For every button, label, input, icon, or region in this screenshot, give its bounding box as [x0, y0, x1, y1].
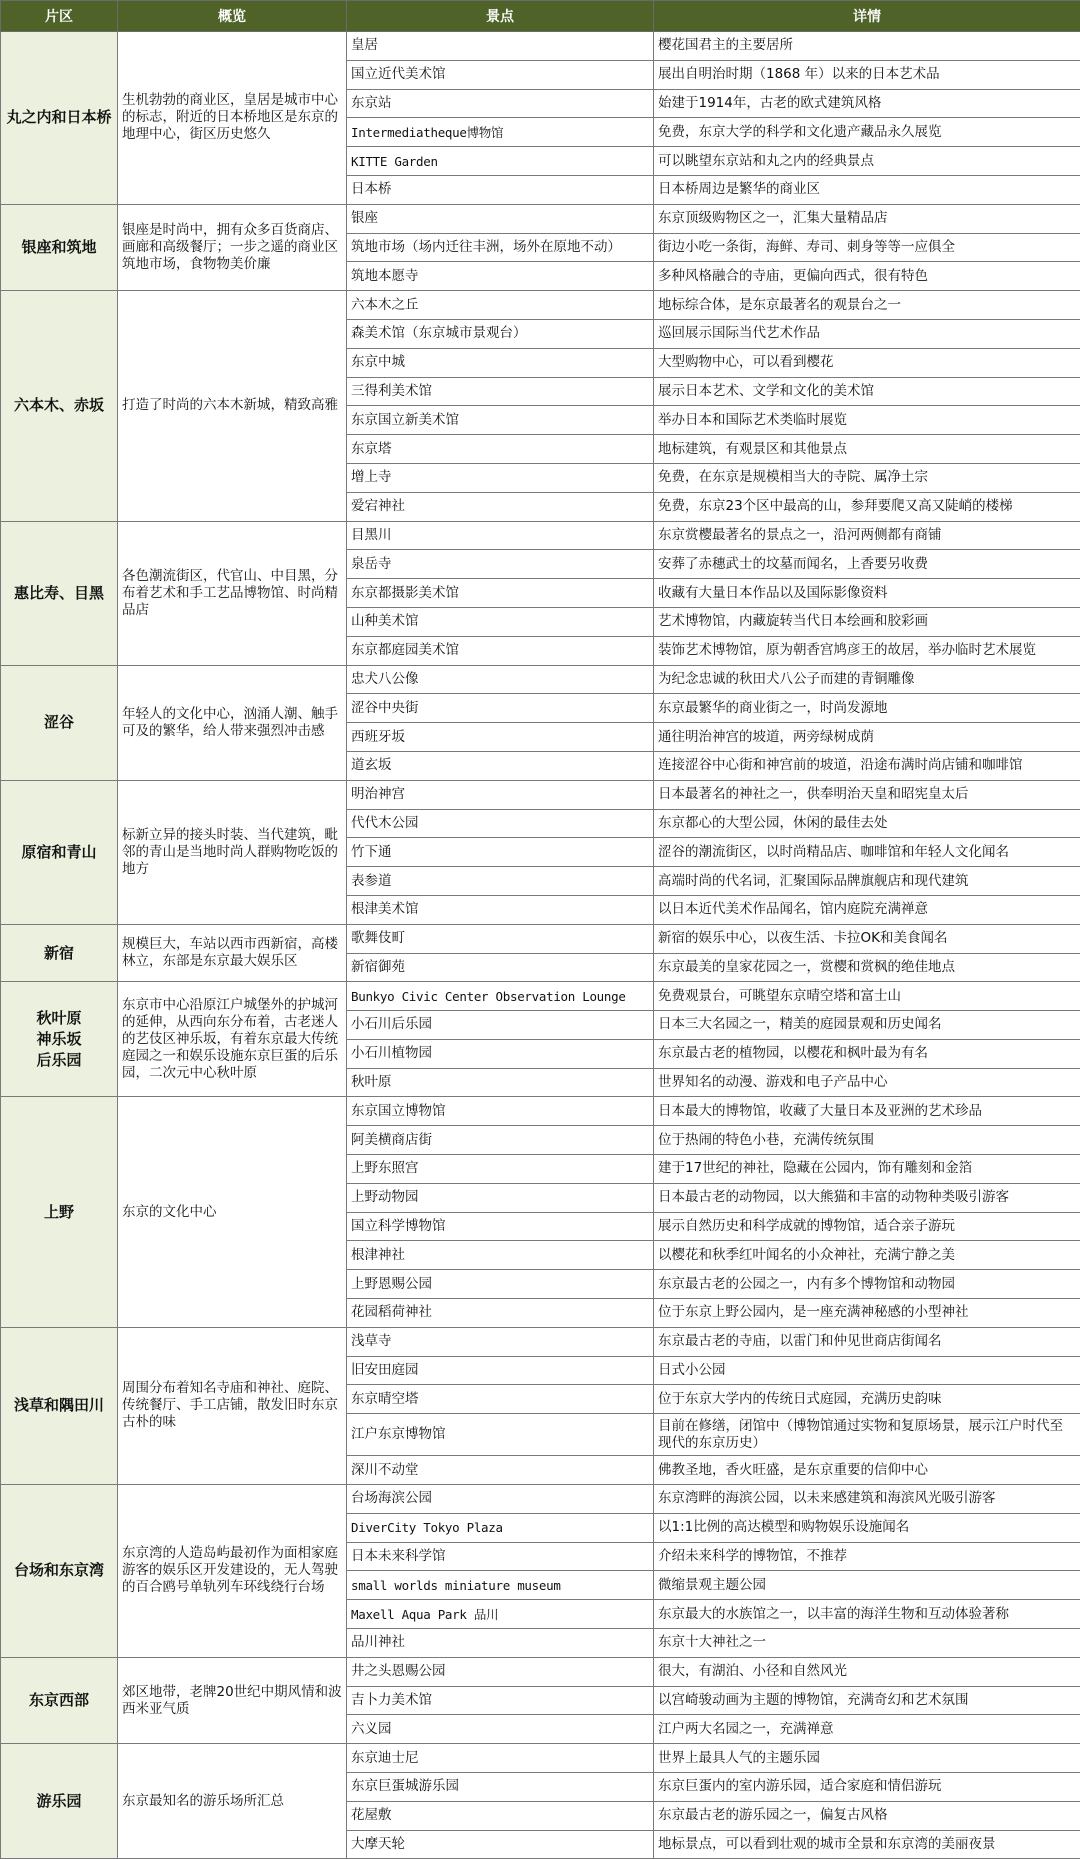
- detail-cell: 多种风格融合的寺庙，更偏向西式，很有特色: [654, 262, 1080, 291]
- detail-cell: 展出自明治时期（1868 年）以来的日本艺术品: [654, 60, 1080, 89]
- detail-cell: 日本最古老的动物园，以大熊猫和丰富的动物种类吸引游客: [654, 1183, 1080, 1212]
- spot-cell: 竹下通: [347, 838, 654, 867]
- detail-cell: 通往明治神宫的坡道，两旁绿树成荫: [654, 723, 1080, 752]
- detail-cell: 东京最古老的公园之一，内有多个博物馆和动物园: [654, 1270, 1080, 1299]
- detail-cell: 免费，东京23个区中最高的山，参拜要爬又高又陡峭的楼梯: [654, 492, 1080, 521]
- detail-cell: 大型购物中心，可以看到樱花: [654, 348, 1080, 377]
- overview-cell: 东京最知名的游乐场所汇总: [118, 1744, 347, 1859]
- detail-cell: 介绍未来科学的博物馆，不推荐: [654, 1542, 1080, 1571]
- spot-cell: 深川不动堂: [347, 1456, 654, 1485]
- detail-cell: 东京最美的皇家花园之一，赏樱和赏枫的绝佳地点: [654, 953, 1080, 982]
- detail-cell: 高端时尚的代名词，汇聚国际品牌旗舰店和现代建筑: [654, 867, 1080, 896]
- spot-cell: 增上寺: [347, 463, 654, 492]
- table-row: [1, 204, 1080, 233]
- header-overview: 概览: [118, 1, 347, 32]
- spot-cell: 银座: [347, 204, 654, 233]
- spot-cell: 花园稻荷神社: [347, 1299, 654, 1328]
- detail-cell: 日式小公园: [654, 1356, 1080, 1385]
- header-spot: 景点: [347, 1, 654, 32]
- detail-cell: 东京湾畔的海滨公园，以未来感建筑和海滨风光吸引游客: [654, 1485, 1080, 1514]
- detail-cell: 很大，有湖泊、小径和自然风光: [654, 1657, 1080, 1686]
- overview-cell: 东京湾的人造岛屿最初作为面相家庭游客的娱乐区开发建设的，无人驾驶的百合鸥号单轨列车环线绕行台场: [118, 1485, 347, 1658]
- table-row: [1, 982, 1080, 1011]
- spot-cell: 东京都庭园美术馆: [347, 636, 654, 665]
- spot-cell: 东京巨蛋城游乐园: [347, 1773, 654, 1802]
- spot-cell: Maxell Aqua Park 品川: [347, 1600, 654, 1629]
- district-cell: 东京西部: [1, 1657, 118, 1743]
- detail-cell: 举办日本和国际艺术类临时展览: [654, 406, 1080, 435]
- detail-cell: 巡回展示国际当代艺术作品: [654, 319, 1080, 348]
- detail-cell: 展示日本艺术、文学和文化的美术馆: [654, 377, 1080, 406]
- detail-cell: 建于17世纪的神社，隐藏在公园内，饰有雕刻和金箔: [654, 1155, 1080, 1184]
- spot-cell: 根津神社: [347, 1241, 654, 1270]
- spot-cell: 旧安田庭园: [347, 1356, 654, 1385]
- spot-cell: 爱宕神社: [347, 492, 654, 521]
- detail-cell: 微缩景观主题公园: [654, 1571, 1080, 1600]
- spot-cell: 台场海滨公园: [347, 1485, 654, 1514]
- district-cell: 新宿: [1, 924, 118, 982]
- spot-cell: 山种美术馆: [347, 607, 654, 636]
- spot-cell: 花屋敷: [347, 1801, 654, 1830]
- district-cell: 六本木、赤坂: [1, 291, 118, 521]
- overview-cell: 东京的文化中心: [118, 1097, 347, 1327]
- overview-cell: 年轻人的文化中心，汹涌人潮、触手可及的繁华，给人带来强烈冲击感: [118, 665, 347, 780]
- table-body: [1, 32, 1080, 1859]
- detail-cell: 世界知名的动漫、游戏和电子产品中心: [654, 1068, 1080, 1097]
- spot-cell: 六本木之丘: [347, 291, 654, 320]
- spot-cell: small worlds miniature museum: [347, 1571, 654, 1600]
- spot-cell: 东京站: [347, 89, 654, 118]
- spot-cell: 上野动物园: [347, 1183, 654, 1212]
- detail-cell: 以宫崎骏动画为主题的博物馆，充满奇幻和艺术氛围: [654, 1686, 1080, 1715]
- district-cell: 涩谷: [1, 665, 118, 780]
- spot-cell: 上野恩赐公园: [347, 1270, 654, 1299]
- detail-cell: 地标景点，可以看到壮观的城市全景和东京湾的美丽夜景: [654, 1830, 1080, 1859]
- district-cell: 银座和筑地: [1, 204, 118, 290]
- overview-cell: 周围分布着知名寺庙和神社、庭院、传统餐厅、手工店铺，散发旧时东京古朴的味: [118, 1327, 347, 1484]
- table-row: [1, 1485, 1080, 1514]
- district-cell: 丸之内和日本桥: [1, 32, 118, 205]
- spot-cell: 井之头恩赐公园: [347, 1657, 654, 1686]
- detail-cell: 东京巨蛋内的室内游乐园，适合家庭和情侣游玩: [654, 1773, 1080, 1802]
- spot-cell: 小石川植物园: [347, 1039, 654, 1068]
- spot-cell: 泉岳寺: [347, 550, 654, 579]
- overview-cell: 银座是时尚中，拥有众多百货商店、画廊和高级餐厅；一步之遥的商业区筑地市场，食物物美价廉: [118, 204, 347, 290]
- spot-cell: 道玄坂: [347, 751, 654, 780]
- table-row: [1, 665, 1080, 694]
- district-cell: 惠比寿、目黑: [1, 521, 118, 665]
- detail-cell: 佛教圣地，香火旺盛，是东京重要的信仰中心: [654, 1456, 1080, 1485]
- detail-cell: 东京顶级购物区之一，汇集大量精品店: [654, 204, 1080, 233]
- spot-cell: 根津美术馆: [347, 895, 654, 924]
- spot-cell: 阿美横商店街: [347, 1126, 654, 1155]
- spot-cell: Bunkyo Civic Center Observation Lounge: [347, 982, 654, 1011]
- overview-cell: 标新立异的接头时装、当代建筑，毗邻的青山是当地时尚人群购物吃饭的地方: [118, 780, 347, 924]
- detail-cell: 地标建筑，有观景区和其他景点: [654, 435, 1080, 464]
- detail-cell: 地标综合体，是东京最著名的观景台之一: [654, 291, 1080, 320]
- detail-cell: 始建于1914年，古老的欧式建筑风格: [654, 89, 1080, 118]
- detail-cell: 东京都心的大型公园，休闲的最佳去处: [654, 809, 1080, 838]
- spot-cell: 东京塔: [347, 435, 654, 464]
- spot-cell: 忠犬八公像: [347, 665, 654, 694]
- detail-cell: 位于东京大学内的传统日式庭园，充满历史韵味: [654, 1385, 1080, 1414]
- detail-cell: 位于东京上野公园内，是一座充满神秘感的小型神社: [654, 1299, 1080, 1328]
- table-row: [1, 291, 1080, 320]
- header-detail: 详情: [654, 1, 1080, 32]
- detail-cell: 江户两大名园之一，充满禅意: [654, 1715, 1080, 1744]
- table-row: [1, 924, 1080, 953]
- spot-cell: 筑地市场（场内迁往丰洲，场外在原地不动）: [347, 233, 654, 262]
- spot-cell: 国立近代美术馆: [347, 60, 654, 89]
- spot-cell: 东京国立博物馆: [347, 1097, 654, 1126]
- detail-cell: 安葬了赤穗武士的坟墓而闻名，上香要另收费: [654, 550, 1080, 579]
- detail-cell: 东京最古老的植物园，以樱花和枫叶最为有名: [654, 1039, 1080, 1068]
- detail-cell: 以1:1比例的高达模型和购物娱乐设施闻名: [654, 1513, 1080, 1542]
- spot-cell: 东京晴空塔: [347, 1385, 654, 1414]
- detail-cell: 免费，在东京是规模相当大的寺院、属净土宗: [654, 463, 1080, 492]
- spot-cell: 皇居: [347, 32, 654, 61]
- detail-cell: 目前在修缮，闭馆中（博物馆通过实物和复原场景，展示江户时代至现代的东京历史）: [654, 1414, 1080, 1456]
- spot-cell: 表参道: [347, 867, 654, 896]
- overview-cell: 打造了时尚的六本木新城，精致高雅: [118, 291, 347, 521]
- detail-cell: 为纪念忠诚的秋田犬八公子而建的青铜雕像: [654, 665, 1080, 694]
- detail-cell: 街边小吃一条街，海鲜、寿司、刺身等等一应俱全: [654, 233, 1080, 262]
- header-row: [1, 1, 1080, 32]
- spot-cell: 涩谷中央街: [347, 694, 654, 723]
- spot-cell: 品川神社: [347, 1629, 654, 1658]
- detail-cell: 以日本近代美术作品闻名，馆内庭院充满禅意: [654, 895, 1080, 924]
- detail-cell: 东京最古老的寺庙，以雷门和仲见世商店街闻名: [654, 1327, 1080, 1356]
- spot-cell: 代代木公园: [347, 809, 654, 838]
- overview-cell: 各色潮流街区，代官山、中目黑，分布着艺术和手工艺品博物馆、时尚精品店: [118, 521, 347, 665]
- table-row: [1, 32, 1080, 61]
- detail-cell: 日本最大的博物馆，收藏了大量日本及亚洲的艺术珍品: [654, 1097, 1080, 1126]
- district-cell: 原宿和青山: [1, 780, 118, 924]
- district-cell: 台场和东京湾: [1, 1485, 118, 1658]
- spot-cell: 大摩天轮: [347, 1830, 654, 1859]
- detail-cell: 世界上最具人气的主题乐园: [654, 1744, 1080, 1773]
- detail-cell: 东京最大的水族馆之一，以丰富的海洋生物和互动体验著称: [654, 1600, 1080, 1629]
- spot-cell: 江户东京博物馆: [347, 1414, 654, 1456]
- spot-cell: 东京都摄影美术馆: [347, 579, 654, 608]
- detail-cell: 东京十大神社之一: [654, 1629, 1080, 1658]
- detail-cell: 东京最古老的游乐园之一，偏复古风格: [654, 1801, 1080, 1830]
- table-row: [1, 1744, 1080, 1773]
- table-row: [1, 1657, 1080, 1686]
- detail-cell: 收藏有大量日本作品以及国际影像资料: [654, 579, 1080, 608]
- detail-cell: 日本三大名园之一，精美的庭园景观和历史闻名: [654, 1011, 1080, 1040]
- detail-cell: 东京赏樱最著名的景点之一，沿河两侧都有商铺: [654, 521, 1080, 550]
- detail-cell: 日本最著名的神社之一，供奉明治天皇和昭宪皇太后: [654, 780, 1080, 809]
- district-cell: 秋叶原 神乐坂 后乐园: [1, 982, 118, 1097]
- detail-cell: 日本桥周边是繁华的商业区: [654, 175, 1080, 204]
- detail-cell: 免费，东京大学的科学和文化遗产藏品永久展览: [654, 118, 1080, 147]
- header-district: 片区: [1, 1, 118, 32]
- table-row: [1, 1327, 1080, 1356]
- table-row: [1, 780, 1080, 809]
- district-cell: 上野: [1, 1097, 118, 1327]
- district-cell: 浅草和隅田川: [1, 1327, 118, 1484]
- spot-cell: DiverCity Tokyo Plaza: [347, 1513, 654, 1542]
- spot-cell: 国立科学博物馆: [347, 1212, 654, 1241]
- spot-cell: Intermediatheque博物馆: [347, 118, 654, 147]
- spot-cell: 日本未来科学馆: [347, 1542, 654, 1571]
- spot-cell: KITTE Garden: [347, 147, 654, 176]
- spot-cell: 西班牙坂: [347, 723, 654, 752]
- overview-cell: 规模巨大，车站以西市西新宿，高楼林立，东部是东京最大娱乐区: [118, 924, 347, 982]
- detail-cell: 以樱花和秋季红叶闻名的小众神社，充满宁静之美: [654, 1241, 1080, 1270]
- overview-cell: 东京市中心沿原江户城堡外的护城河的延伸，从西向东分布着，古老迷人的艺伎区神乐坂，有着东京最大传统庭园之一和娱乐设施东京巨蛋的后乐园，二次元中心秋叶原: [118, 982, 347, 1097]
- spot-cell: 小石川后乐园: [347, 1011, 654, 1040]
- spot-cell: 六义园: [347, 1715, 654, 1744]
- detail-cell: 免费观景台，可眺望东京晴空塔和富士山: [654, 982, 1080, 1011]
- detail-cell: 樱花国君主的主要居所: [654, 32, 1080, 61]
- detail-cell: 涩谷的潮流街区，以时尚精品店、咖啡馆和年轻人文化闻名: [654, 838, 1080, 867]
- spot-cell: 日本桥: [347, 175, 654, 204]
- detail-cell: 可以眺望东京站和丸之内的经典景点: [654, 147, 1080, 176]
- table-row: [1, 521, 1080, 550]
- spot-cell: 东京迪士尼: [347, 1744, 654, 1773]
- overview-cell: 生机勃勃的商业区，皇居是城市中心的标志，附近的日本桥地区是东京的地理中心，街区历史悠久: [118, 32, 347, 205]
- spot-cell: 秋叶原: [347, 1068, 654, 1097]
- detail-cell: 东京最繁华的商业街之一，时尚发源地: [654, 694, 1080, 723]
- table-row: [1, 1097, 1080, 1126]
- detail-cell: 新宿的娱乐中心，以夜生活、卡拉OK和美食闻名: [654, 924, 1080, 953]
- spot-cell: 吉卜力美术馆: [347, 1686, 654, 1715]
- spot-cell: 明治神宫: [347, 780, 654, 809]
- spot-cell: 上野东照宫: [347, 1155, 654, 1184]
- spot-cell: 东京国立新美术馆: [347, 406, 654, 435]
- detail-cell: 展示自然历史和科学成就的博物馆，适合亲子游玩: [654, 1212, 1080, 1241]
- overview-cell: 郊区地带，老牌20世纪中期风情和波西米亚气质: [118, 1657, 347, 1743]
- spot-cell: 三得利美术馆: [347, 377, 654, 406]
- detail-cell: 连接涩谷中心街和神宫前的坡道，沿途布满时尚店铺和咖啡馆: [654, 751, 1080, 780]
- spot-cell: 新宿御苑: [347, 953, 654, 982]
- spot-cell: 目黑川: [347, 521, 654, 550]
- spot-cell: 东京中城: [347, 348, 654, 377]
- spot-cell: 歌舞伎町: [347, 924, 654, 953]
- spot-cell: 浅草寺: [347, 1327, 654, 1356]
- district-cell: 游乐园: [1, 1744, 118, 1859]
- detail-cell: 装饰艺术博物馆，原为朝香宫鸠彦王的故居，举办临时艺术展览: [654, 636, 1080, 665]
- spot-cell: 筑地本愿寺: [347, 262, 654, 291]
- detail-cell: 艺术博物馆，内藏旋转当代日本绘画和胶彩画: [654, 607, 1080, 636]
- detail-cell: 位于热闹的特色小巷，充满传统氛围: [654, 1126, 1080, 1155]
- spot-cell: 森美术馆（东京城市景观台）: [347, 319, 654, 348]
